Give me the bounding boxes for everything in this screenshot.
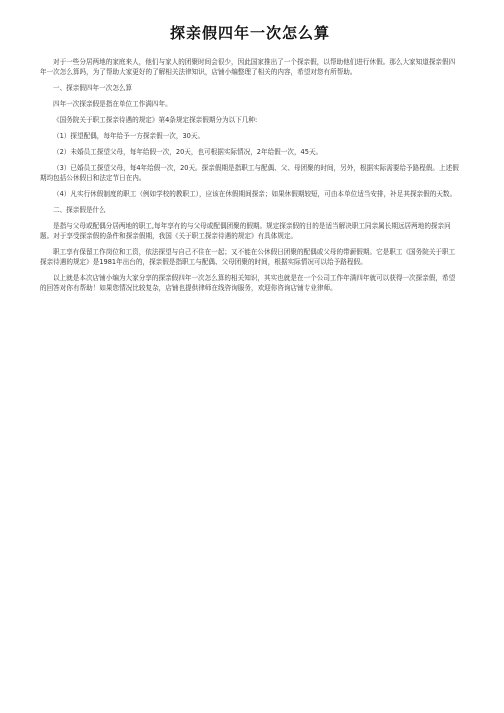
list-item: （4）凡实行休假制度的职工（例如学校的教职工），应该在休假期间探亲；如果休假期较短，可由本单位适当安排，补足其探亲假的天数。 — [53, 190, 457, 198]
paragraph: 《国务院关于职工探亲待遇的规定》第4条规定探亲假期分为以下几种: — [53, 116, 258, 124]
list-item: （1）探望配偶，每年给予一方探亲假一次，30天。 — [53, 132, 205, 140]
page-title: 探亲假四年一次怎么算 — [169, 24, 330, 42]
list-item: （3）已婚员工探望父母，每4年给假一次，20天。探亲假期是指职工与配偶、父、母团聚的时间，另外，根据实际需要给予路程假。上述假期均包括公休假日和法定节日在内。 — [40, 164, 459, 182]
section-heading-1: 一、探亲假四年一次怎么算 — [53, 84, 133, 92]
paragraph-conclusion: 以上就是本次店铺小编为大家分享的探亲假四年一次怎么算的相关知识，其实也就是在一个公司工作年满四年就可以获得一次探亲假，希望的回答对你有帮助！如果您情况比较复杂，店铺也提供律师在线咨询服务，欢迎你咨询店铺专业律师。 — [40, 274, 456, 292]
paragraph: 职工享有保留工作岗位和工资，依法探望与自己不住在一起；又不能在公休假日团聚的配偶或父母的带薪假期。它是职工《国务院关于职工探亲待遇的规定》是1981年出台的，探亲假是指职工与配偶、父母团聚的时间，根据实际情况可以给予路程假。 — [40, 248, 456, 266]
paragraph: 是指与父母或配偶分居两地的职工,每年享有的与父母或配偶团聚的假期。规定探亲假的目的是适当解决职工同亲属长期远居两地的探亲问题。对于享受探亲假的条件和探亲假期，我国《关于职工探亲待遇的规定》有具体规定。 — [40, 222, 451, 240]
paragraph-intro: 对于一些分居两地的家庭来人，他们与家人的团聚时间会很少，因此国家推出了一个探亲假，以帮助他们进行休假。那么大家知道探亲假四年一次怎么算吗，为了帮助大家更好的了解相关法律知识，店铺小编整理了相关的内容，希望对您有所帮助。 — [40, 58, 456, 76]
paragraph: 四年一次探亲假是指在单位工作满四年。 — [53, 100, 172, 108]
section-heading-2: 二、探亲假是什么 — [53, 206, 106, 214]
list-item: （2）未婚员工探望父母，每年给假一次，20天，也可根据实际情况，2年给假一次，45天。 — [53, 148, 323, 156]
